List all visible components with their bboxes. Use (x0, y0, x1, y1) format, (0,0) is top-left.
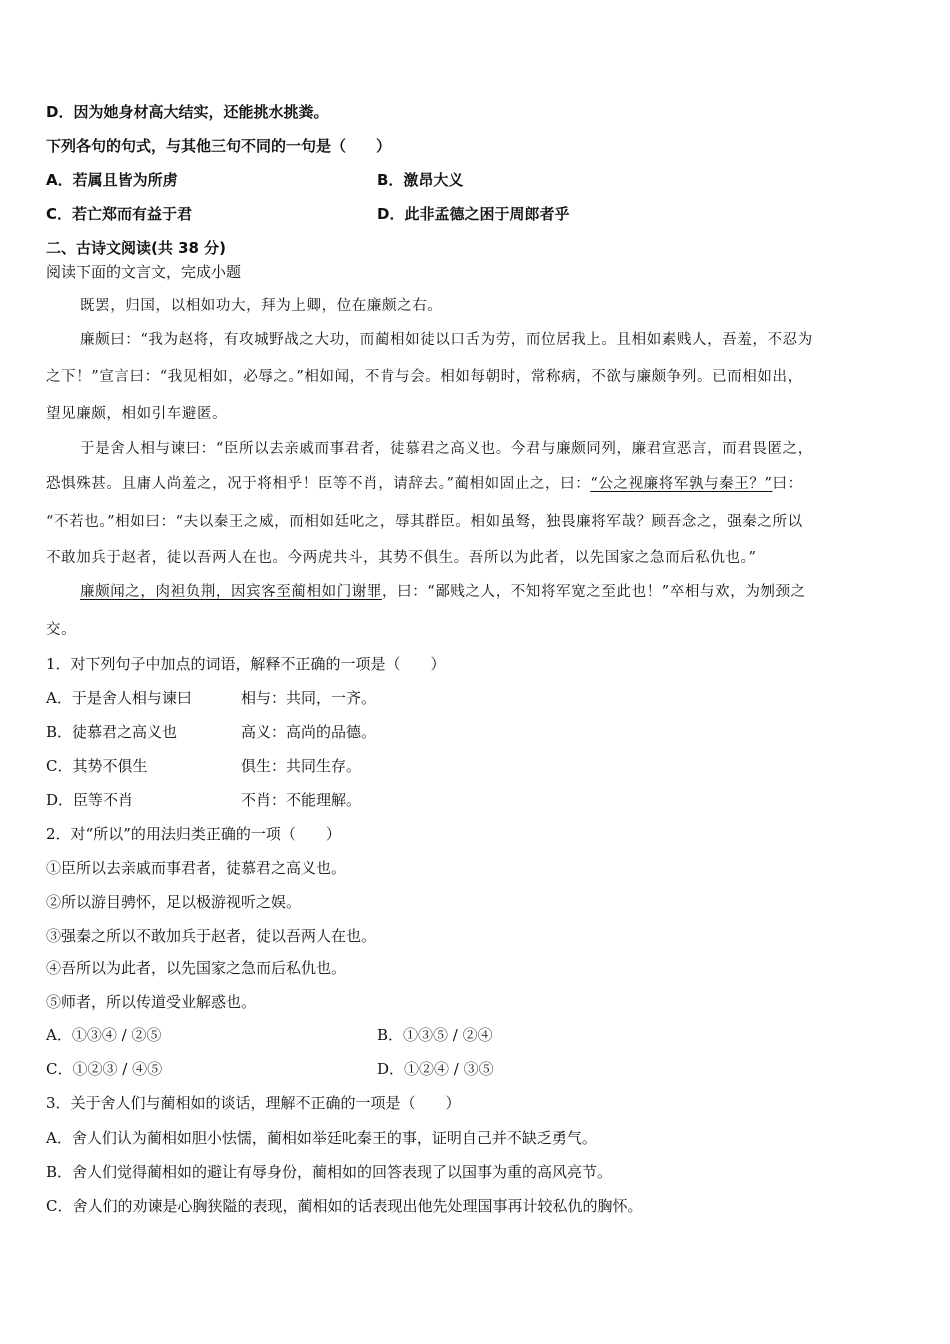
passage-p4-rest: ，曰：“鄙贱之人，不知将军宽之至此也！”卒相与欢，为刎颈之 (382, 584, 806, 600)
q3-option-b: B．舍人们觉得蔺相如的避让有辱身份，蔺相如的回答表现了以国事为重的高风亮节。 (46, 1163, 613, 1181)
syntax-option-c: C．若亡郑而有益于君 (46, 205, 193, 223)
passage-p3-line-2-tail: 曰： (772, 476, 803, 492)
passage-p2-line-1: 廉颇曰：“我为赵将，有攻城野战之大功，而蔺相如徒以口舌为劳，而位居我上。且相如素贱人，吾羞，不忍为 (80, 332, 813, 348)
syntax-question-stem: 下列各句的句式，与其他三句不同的一句是（ ） (46, 137, 392, 155)
syntax-option-a: A．若属且皆为所虏 (46, 171, 178, 189)
question-1-stem: 1．对下列句子中加点的词语，解释不正确的一项是（ ） (46, 655, 446, 673)
passage-p3-line-4: 不敢加兵于赵者，徒以吾两人在也。今两虎共斗，其势不俱生。吾所以为此者，以先国家之急而后私仇也。” (46, 550, 757, 566)
q2-option-b: B．①③⑤ / ②④ (377, 1026, 493, 1044)
underlined-sentence-question: “公之视廉将军孰与秦王？” (590, 476, 773, 492)
q1-option-a-label: A．于是舍人相与谏曰 (46, 689, 192, 707)
q1-option-b (46, 722, 177, 742)
question-2-stem: 2．对“所以”的用法归类正确的一项（ ） (46, 825, 341, 843)
q3-option-a: A．舍人们认为蔺相如胆小怯懦，蔺相如举廷叱秦王的事，证明自己并不缺乏勇气。 (46, 1129, 597, 1147)
syntax-option-d: D．此非孟德之困于周郎者乎 (377, 205, 570, 223)
q1-option-d-label: D．臣等不肖 (46, 791, 134, 809)
underlined-sentence-apology: 廉颇闻之，肉袒负荆，因宾客至蔺相如门谢罪 (80, 584, 382, 600)
prev-question-option-d: D．因为她身材高大结实，还能挑水挑粪。 (46, 103, 329, 121)
q2-option-c: C．①②③ / ④⑤ (46, 1060, 163, 1078)
syntax-option-b: B．激昂大义 (377, 171, 464, 189)
passage-p4-tail: 交。 (46, 622, 77, 638)
q2-option-a: A．①③④ / ②⑤ (46, 1026, 162, 1044)
section-instruction: 阅读下面的文言文，完成小题 (46, 263, 242, 281)
q1-option-d (46, 790, 133, 810)
passage-p3-line-2-text: 恐惧殊甚。且庸人尚羞之，况于将相乎！臣等不肖，请辞去。”蔺相如固止之，曰： (46, 476, 591, 492)
q1-option-b-label: B．徒慕君之高义也 (46, 723, 178, 741)
q2-item-5: ⑤师者，所以传道受业解惑也。 (46, 993, 257, 1011)
passage-p2-line-3: 望见廉颇，相如引车避匿。 (46, 406, 228, 422)
q1-option-c-label: C．其势不俱生 (46, 757, 148, 775)
passage-p3-line-2 (46, 474, 803, 494)
passage-p3-line-1: 于是舍人相与谏曰：“臣所以去亲戚而事君者，徒慕君之高义也。今君与廉颇同列，廉君宣恶言，而君畏匿之， (80, 441, 813, 457)
q1-option-c (46, 756, 147, 776)
question-3-stem: 3．关于舍人们与蔺相如的谈话，理解不正确的一项是（ ） (46, 1094, 461, 1112)
passage-p4-line-1 (80, 582, 806, 602)
q1-option-a (46, 688, 192, 708)
q2-item-1: ①臣所以去亲戚而事君者，徒慕君之高义也。 (46, 859, 347, 877)
passage-p2-line-2: 之下！”宣言曰：“我见相如，必辱之。”相如闻，不肯与会。相如每朝时，常称病，不欲与廉颇争列。已而相如出， (46, 369, 803, 385)
q1-option-b-explain: 高义：高尚的品德。 (241, 723, 377, 741)
passage-p3-line-3: “不若也。”相如曰：“夫以秦王之威，而相如廷叱之，辱其群臣。相如虽驽，独畏廉将军哉？顾吾念之，强秦之所以 (46, 514, 803, 530)
q3-option-c: C．舍人们的劝谏是心胸狭隘的表现，蔺相如的话表现出他先处理国事再计较私仇的胸怀。 (46, 1197, 643, 1215)
section-heading: 二、古诗文阅读(共 38 分) (46, 239, 227, 257)
q1-option-c-explain: 俱生：共同生存。 (241, 757, 362, 775)
q2-option-d: D．①②④ / ③⑤ (377, 1060, 494, 1078)
passage-paragraph-1: 既罢，归国，以相如功大，拜为上卿，位在廉颇之右。 (80, 298, 443, 314)
q1-option-d-explain: 不肖：不能理解。 (241, 791, 362, 809)
q2-item-4: ④吾所以为此者，以先国家之急而后私仇也。 (46, 959, 347, 977)
q2-item-2: ②所以游目骋怀，足以极游视听之娱。 (46, 893, 302, 911)
q2-item-3: ③强秦之所以不敢加兵于赵者，徒以吾两人在也。 (46, 927, 377, 945)
q1-option-a-explain: 相与：共同，一齐。 (241, 689, 377, 707)
